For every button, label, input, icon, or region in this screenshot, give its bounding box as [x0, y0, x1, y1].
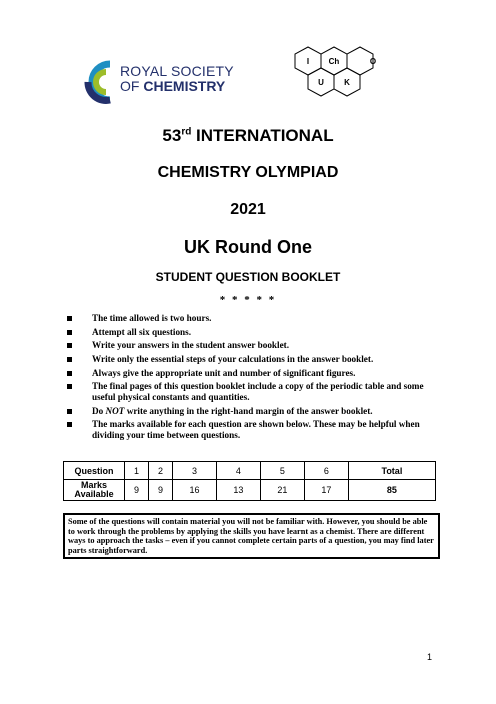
- instructions-list: [66, 313, 436, 444]
- marks-header: Marks Available: [64, 480, 125, 501]
- hex-cell-k: K: [344, 78, 350, 87]
- question-number: 1: [125, 462, 149, 480]
- instruction-item: The marks available for each question are shown below. These may be helpful when dividing your time between questions.: [66, 419, 436, 440]
- total-header: Total: [348, 462, 435, 480]
- marks-value: 9: [149, 480, 173, 501]
- question-number: 3: [173, 462, 217, 480]
- instruction-item: Attempt all six questions.: [66, 327, 436, 338]
- bullet-square-icon: [67, 316, 72, 321]
- separator-stars: * * * * *: [219, 294, 277, 306]
- hex-cell-ch: Ch: [328, 57, 340, 66]
- title-booklet: STUDENT QUESTION BOOKLET: [155, 270, 341, 284]
- hex-cell-i: I: [306, 57, 310, 66]
- bullet-square-icon: [67, 384, 72, 389]
- hex-cell-u: U: [318, 78, 324, 87]
- table-row-questions: [64, 462, 436, 480]
- icho-uk-hex-logo-icon: [292, 44, 398, 116]
- question-number: 4: [216, 462, 260, 480]
- table-row-marks: [64, 480, 436, 501]
- marks-table: [63, 461, 436, 501]
- bullet-square-icon: [67, 409, 72, 414]
- question-number: 5: [260, 462, 304, 480]
- bullet-square-icon: [67, 343, 72, 348]
- instruction-item: Write your answers in the student answer booklet.: [66, 340, 436, 351]
- bullet-square-icon: [67, 422, 72, 427]
- title-year: 2021: [230, 201, 266, 218]
- instruction-item: Always give the appropriate unit and number of significant figures.: [66, 368, 436, 379]
- instruction-item: The final pages of this question booklet include a copy of the periodic table and some useful physical constants and quantities.: [66, 381, 436, 402]
- rsc-logo-text: [120, 64, 234, 94]
- rsc-logo-mark-icon: [82, 58, 122, 106]
- bullet-square-icon: [67, 330, 72, 335]
- question-number: 6: [304, 462, 348, 480]
- instruction-item: The time allowed is two hours.: [66, 313, 436, 324]
- question-number: 2: [149, 462, 173, 480]
- hex-cell-o: O: [369, 57, 377, 66]
- instruction-item: Do NOT write anything in the right-hand margin of the answer booklet.: [66, 406, 436, 417]
- total-value: 85: [348, 480, 435, 501]
- marks-value: 9: [125, 480, 149, 501]
- bullet-square-icon: [67, 357, 72, 362]
- marks-value: 16: [173, 480, 217, 501]
- marks-value: 17: [304, 480, 348, 501]
- title-round: UK Round One: [184, 237, 312, 257]
- note-box: Some of the questions will contain material you will not be familiar with. However, you should be able to work through the problems by applying the skills you have learnt as a chemist. There are different ways to approach the tasks – even if you cannot complete certain parts of a question, you may find later parts straightforward.: [63, 513, 440, 559]
- marks-value: 13: [216, 480, 260, 501]
- instruction-item: Write only the essential steps of your calculations in the answer booklet.: [66, 354, 436, 365]
- logo-line2: OF CHEMISTRY: [120, 78, 226, 94]
- title-line1: 53rd INTERNATIONAL: [162, 126, 334, 145]
- page-number: 1: [427, 652, 433, 662]
- marks-value: 21: [260, 480, 304, 501]
- bullet-square-icon: [67, 371, 72, 376]
- logo-line1: ROYAL SOCIETY: [120, 63, 234, 79]
- title-line2: CHEMISTRY OLYMPIAD: [157, 164, 339, 181]
- question-header: Question: [64, 462, 125, 480]
